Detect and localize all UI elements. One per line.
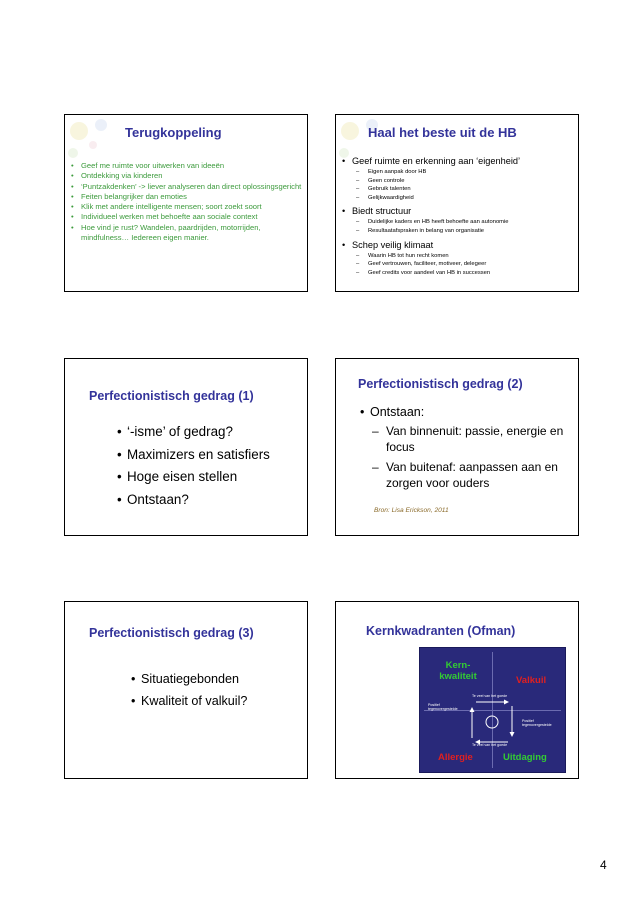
- sub-item: – Duidelijke kaders en HB heeft behoefte aan autonomie: [342, 218, 576, 227]
- list-item: • Schep veilig klimaat: [342, 239, 576, 252]
- sub-item: – Geef credits voor aandeel van HB in successen: [342, 269, 576, 278]
- list-item: • Ontdekking via kinderen: [69, 171, 303, 181]
- slide-title: Perfectionistisch gedrag (2): [358, 377, 523, 391]
- quadrant-allergie: Allergie: [438, 752, 473, 763]
- list-item: • Kwaliteit of valkuil?: [131, 690, 247, 712]
- list-item: • Individueel werken met behoefte aan sociale context: [69, 212, 303, 222]
- sub-item: – Gelijkwaardigheid: [342, 194, 576, 203]
- quadrant-kernkwaliteit: Kern-kwaliteit: [439, 660, 477, 682]
- bullet-list: [131, 668, 247, 712]
- slide-perfectionistisch-3: [64, 601, 308, 779]
- list-item: • Ontstaan?: [117, 489, 270, 512]
- quadrant-uitdaging: Uitdaging: [503, 752, 547, 763]
- slide-terugkoppeling: [64, 114, 308, 292]
- sub-item: – Waarin HB tot hun recht komen: [342, 252, 576, 261]
- list-item: • Hoe vind je rust? Wandelen, paardrijden, motorrijden, mindfulness… Iedereen eigen manier.: [69, 223, 303, 244]
- list-item: • Ontstaan:: [360, 405, 424, 419]
- slide-title: Perfectionistisch gedrag (3): [89, 626, 254, 640]
- arrow-label-top: Te veel van het goede: [472, 694, 508, 698]
- slide-perfectionistisch-2: [335, 358, 579, 536]
- list-item: • Geef ruimte en erkenning aan ‘eigenheid’: [342, 155, 576, 168]
- slide-title: Haal het beste uit de HB: [368, 125, 517, 140]
- list-item: • Hoge eisen stellen: [117, 466, 270, 489]
- list-item: • Klik met andere intelligente mensen; soort zoekt soort: [69, 202, 303, 212]
- list-item: • Geef me ruimte voor uitwerken van ideeën: [69, 161, 303, 171]
- slide-body: [342, 155, 576, 277]
- arrow-label-bottom: Te veel van het goede: [472, 743, 508, 747]
- sub-item: – Gebruik talenten: [342, 185, 576, 194]
- slide-kernkwadranten: [335, 601, 579, 779]
- bullet-list: [69, 161, 303, 243]
- sub-item: – Eigen aanpak door HB: [342, 168, 576, 177]
- slide-title: Terugkoppeling: [125, 125, 222, 140]
- core-quadrant-diagram: [419, 647, 566, 773]
- sub-item: – Geen controle: [342, 177, 576, 186]
- sub-item: – Resultaatafspraken in belang van organisatie: [342, 227, 576, 236]
- list-item: • Biedt structuur: [342, 205, 576, 218]
- list-item: • ‘-isme’ of gedrag?: [117, 421, 270, 444]
- slide-haal-het-beste: [335, 114, 579, 292]
- cycle-arrows-icon: [462, 698, 522, 746]
- list-item: • Feiten belangrijker dan emoties: [69, 192, 303, 202]
- sub-item: – Van binnenuit: passie, energie en focus: [372, 423, 576, 455]
- list-item: • Maximizers en satisfiers: [117, 444, 270, 467]
- slide-perfectionistisch-1: [64, 358, 308, 536]
- arrow-label-right: Positief tegenovergestelde: [522, 719, 552, 728]
- arrow-label-left: Positief tegenovergestelde: [428, 703, 458, 712]
- sub-item: – Geef vertrouwen, faciliteer, motiveer, delegeer: [342, 260, 576, 269]
- source-citation: Bron: Lisa Erickson, 2011: [374, 507, 449, 514]
- sub-item: – Van buitenaf: aanpassen aan en zorgen voor ouders: [372, 459, 576, 491]
- bullet-list: [117, 421, 270, 511]
- list-item: • Situatiegebonden: [131, 668, 247, 690]
- quadrant-valkuil: Valkuil: [516, 675, 547, 686]
- page-number: 4: [600, 858, 607, 872]
- list-item: • ‘Puntzakdenken’ -> liever analyseren dan direct oplossingsgericht: [69, 182, 303, 192]
- slide-title: Perfectionistisch gedrag (1): [89, 389, 254, 403]
- slide-title: Kernkwadranten (Ofman): [366, 624, 516, 638]
